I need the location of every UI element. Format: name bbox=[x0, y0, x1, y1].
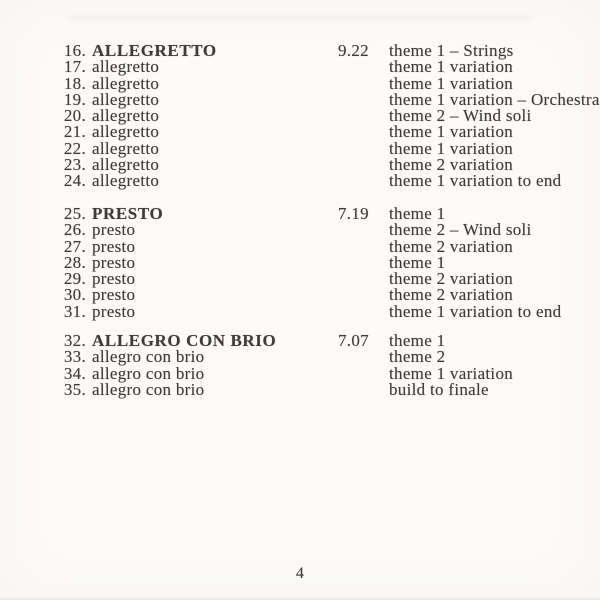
section-duration: 7.07 bbox=[338, 331, 369, 350]
theme-description: theme 2 variation bbox=[389, 155, 514, 175]
track-number: 20. bbox=[63, 106, 86, 126]
page-number: 4 bbox=[295, 565, 305, 582]
track-title: allegretto bbox=[92, 171, 160, 191]
track-title: presto bbox=[92, 269, 136, 289]
section-duration bbox=[332, 255, 383, 271]
section-duration bbox=[332, 141, 383, 157]
track-title: allegro con brio bbox=[92, 379, 205, 399]
section-duration bbox=[332, 304, 383, 320]
track-title: allegretto bbox=[92, 73, 160, 93]
theme-description: theme 2 bbox=[389, 347, 446, 367]
theme-description: theme 2 – Wind soli bbox=[389, 106, 532, 126]
track-number: 24. bbox=[63, 171, 86, 191]
theme-description: theme 1 – Strings bbox=[389, 41, 514, 60]
track-number: 19. bbox=[63, 89, 86, 109]
track-title: presto bbox=[92, 285, 136, 305]
section-duration bbox=[332, 124, 383, 140]
track-number: 30. bbox=[63, 285, 86, 305]
track-number: 26. bbox=[63, 220, 86, 240]
track-title: PRESTO bbox=[92, 204, 164, 223]
track-title: allegro con brio bbox=[92, 347, 205, 367]
section-duration: 7.19 bbox=[338, 204, 369, 223]
theme-description: build to finale bbox=[389, 379, 489, 399]
section-duration bbox=[332, 382, 383, 398]
track-number: 32. bbox=[63, 331, 86, 350]
track-row bbox=[60, 379, 590, 399]
track-title: presto bbox=[92, 236, 136, 256]
theme-description: theme 1 variation – Orchestra bbox=[389, 89, 600, 109]
section-duration bbox=[332, 287, 383, 303]
section-duration bbox=[332, 173, 383, 189]
section-duration bbox=[332, 76, 383, 92]
track-title: ALLEGRO CON BRIO bbox=[92, 331, 277, 350]
section-duration bbox=[332, 92, 383, 108]
theme-description: theme 1 bbox=[389, 204, 446, 223]
theme-description: theme 1 variation bbox=[389, 57, 514, 77]
track-row bbox=[60, 301, 590, 321]
track-number: 27. bbox=[63, 236, 86, 256]
track-row bbox=[60, 236, 590, 256]
theme-description: theme 1 variation bbox=[389, 73, 514, 93]
track-number: 34. bbox=[63, 363, 86, 383]
section-duration bbox=[332, 59, 383, 75]
track-title: presto bbox=[92, 220, 136, 240]
track-title: presto bbox=[92, 301, 136, 321]
section-duration: 9.22 bbox=[338, 41, 369, 60]
track-number: 18. bbox=[63, 73, 86, 93]
track-title: ALLEGRETTO bbox=[92, 41, 217, 60]
track-title: allegretto bbox=[92, 122, 160, 142]
tracklist-section bbox=[60, 333, 590, 398]
tracklist-section bbox=[60, 41, 600, 191]
track-row bbox=[60, 173, 590, 189]
section-duration bbox=[332, 239, 383, 255]
section-duration bbox=[332, 157, 383, 173]
theme-description: theme 2 variation bbox=[389, 236, 514, 256]
track-title: allegretto bbox=[92, 57, 160, 77]
track-title: presto bbox=[92, 252, 136, 272]
track-number: 25. bbox=[63, 204, 86, 223]
theme-description: theme 1 variation to end bbox=[389, 171, 562, 191]
track-number: 22. bbox=[63, 138, 86, 158]
track-title: allegretto bbox=[92, 155, 160, 175]
theme-description: theme 1 variation bbox=[389, 122, 514, 142]
section-duration bbox=[332, 349, 383, 365]
section-duration bbox=[332, 222, 383, 238]
theme-description: theme 1 variation to end bbox=[389, 301, 562, 321]
track-number: 16. bbox=[63, 41, 86, 60]
track-title: allegro con brio bbox=[92, 363, 205, 383]
track-number: 31. bbox=[63, 301, 86, 321]
track-number: 28. bbox=[63, 252, 86, 272]
track-number: 17. bbox=[63, 57, 86, 77]
track-title: allegretto bbox=[92, 106, 160, 126]
track-number: 33. bbox=[63, 347, 86, 367]
theme-description: theme 1 variation bbox=[389, 363, 514, 383]
track-number: 21. bbox=[63, 122, 86, 142]
track-number: 29. bbox=[63, 269, 86, 289]
section-duration bbox=[332, 108, 383, 124]
theme-description: theme 2 variation bbox=[389, 285, 514, 305]
section-duration bbox=[332, 366, 383, 382]
theme-description: theme 2 variation bbox=[389, 269, 514, 289]
tracklist-section bbox=[60, 206, 590, 320]
track-title: allegretto bbox=[92, 138, 160, 158]
track-title: allegretto bbox=[92, 89, 160, 109]
theme-description: theme 1 bbox=[389, 331, 446, 350]
track-number: 35. bbox=[63, 379, 86, 399]
theme-description: theme 2 – Wind soli bbox=[389, 220, 532, 240]
theme-description: theme 1 bbox=[389, 252, 446, 272]
section-duration bbox=[332, 271, 383, 287]
track-number: 23. bbox=[63, 155, 86, 175]
theme-description: theme 1 variation bbox=[389, 138, 514, 158]
